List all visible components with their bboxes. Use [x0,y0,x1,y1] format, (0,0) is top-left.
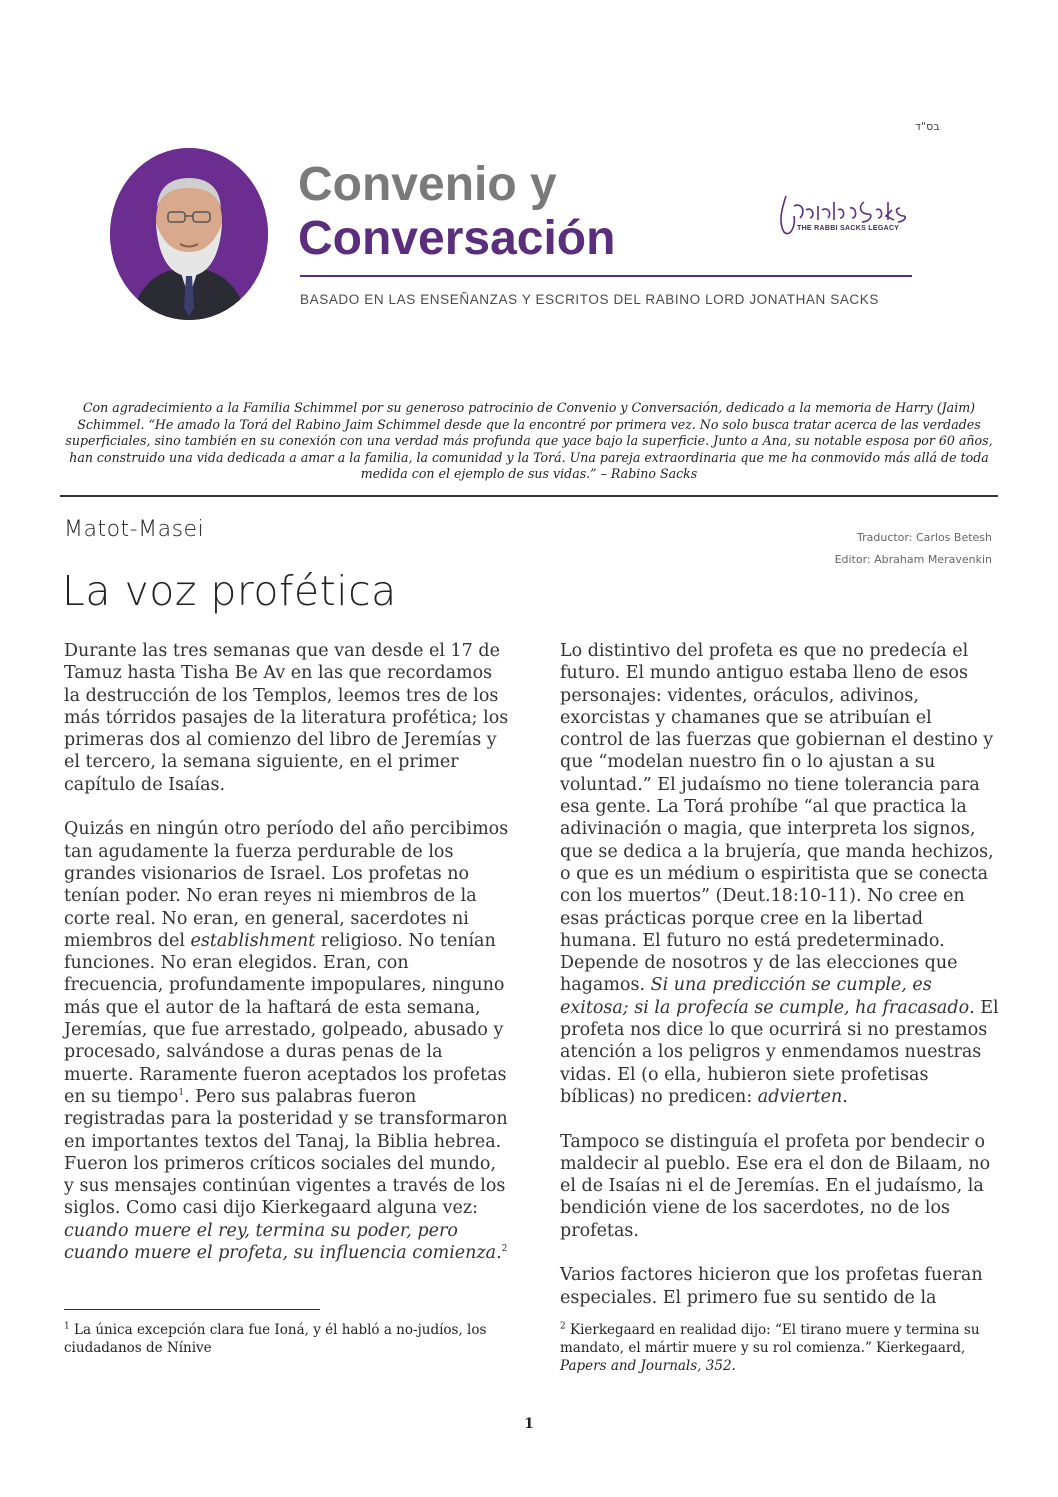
newsletter-subtitle: BASADO EN LAS ENSEÑANZAS Y ESCRITOS DEL RABINO LORD JONATHAN SACKS [300,292,879,307]
editor-credit: Editor: Abraham Meravenkin [834,553,992,566]
article-title: La voz profética [62,567,397,615]
dedication-divider [60,495,998,497]
footnote-2: $^2$ Kierkegaard en realidad dijo: “El tirano muere y termina su mandato, el mártir muere y su rol comienza.” Kierkegaard, Papers and Journals, 352. [560,1321,980,1374]
footnote-1: $^1$ La única excepción clara fue Ioná, y él habló a no-judíos, los ciudadanos de Nínive [64,1321,487,1356]
sponsor-dedication: Con agradecimiento a la Familia Schimmel por su generoso patrocinio de Convenio y Conversación, dedicado a la memoria de Harry (Jaim) Schimmel. “He amado la Torá del Rabino Jaim Schimmel desde que la encontré por primera vez. No solo busca tratar acerca de las verdades superficiales, sino también en su conexión con una verdad más profunda que yace bajo la superficie. Junto a Ana, su notable esposa por 60 años, han construido una vida dedicada a amar a la familia, la comunidad y la Torá. Una pareja extraordinaria que me ha conmovido más allá de toda medida con el ejemplo de sus vidas.” – Rabino Sacks [65,400,993,481]
bsd-mark: בס"ד [915,120,940,133]
newsletter-title-line1: Convenio y [298,158,557,211]
newsletter-title-line2: Conversación [298,212,616,265]
footnote-ref[interactable]: 1 [178,1088,185,1099]
logo-caption: THE RABBI SACKS LEGACY [797,225,900,232]
page-number: 1 [524,1416,534,1432]
paragraph: Quizás en ningún otro período del año percibimos tan agudamente la fuerza perdurable de los grandes visionarios de Israel. Los profetas no tenían poder. No eran reyes ni miembros de la corte real. No eran, en general, sacerdotes ni miembros del establishment religioso. No tenían funciones. No eran elegidos. Eran, con frecuencia, profundamente impopulares, ninguno más que el autor de la haftará de esta semana, Jeremías, que fue arrestado, golpeado, abusado y procesado, salvándose a duras penas de la muerte. Raramente fueron aceptados los profetas en su tiempo$^1$. Pero sus palabras fueron registradas para la posteridad y se transformaron en importantes textos del Tanaj, la Biblia hebrea. Fueron los primeros críticos sociales del mundo, y sus mensajes continúan vigentes a través de los siglos. Como casi dijo Kierkegaard alguna vez: cuando muere el rey, termina su poder, pero cuando muere el profeta, su influencia comienza.$^2$ [64,819,509,1264]
paragraph: Varios factores hicieron que los profetas fueran especiales. El primero fue su sentido de la [560,1265,983,1308]
body-column-left [64,640,509,1287]
rabbi-sacks-portrait [110,148,268,320]
footnote-divider [64,1309,320,1310]
translator-credit: Traductor: Carlos Betesh [857,531,992,544]
credits [835,527,992,571]
body-column-right [560,640,1000,1331]
paragraph: Tampoco se distinguía el profeta por bendecir o maldecir al pueblo. Ese era el don de Bilaam, no el de Isaías ni el de Jeremías. En el judaísmo, la bendición viene de los sacerdotes, no de los profetas. [560,1131,991,1241]
paragraph: Durante las tres semanas que van desde el 17 de Tamuz hasta Tisha Be Av en las que recordamos la destrucción de los Templos, leemos tres de los más tórridos pasajes de la literatura profética; los primeras dos al comienzo del libro de Jeremías y el tercero, la semana siguiente, en el primer capítulo de Isaías. [64,641,509,795]
footnote-ref[interactable]: 2 [501,1244,508,1255]
paragraph: Lo distintivo del profeta es que no predecía el futuro. El mundo antiguo estaba lleno de esos personajes: videntes, oráculos, adivinos, exorcistas y chamanes que se atribuían el control de las fuerzas que gobiernan el destino y que “modelan nuestro fin o lo ajustan a su voluntad.” El judaísmo no tiene tolerancia para esa gente. La Torá prohíbe “al que practica la adivinación o magia, que interpreta los signos, que se dedica a la brujería, que manda hechizos, o que es un médium o espiritista que se conecta con los muertos” (Deut.18:10-11). No cree en esas prácticas porque cree en la libertad humana. El futuro no está predeterminado. Depende de nosotros y de las elecciones que hagamos. Si una predicción se cumple, es exitosa; si la profecía se cumple, ha fracasado. El profeta nos dice lo que ocurrirá si no prestamos atención a los peligros y enmendamos nuestras vidas. El (o ella, hubieron siete profetisas bíblicas) no predicen: advierten. [560,641,999,1107]
parasha-name: Matot-Masei [64,517,205,542]
header-divider [300,275,912,277]
portrait-illustration [110,148,268,320]
